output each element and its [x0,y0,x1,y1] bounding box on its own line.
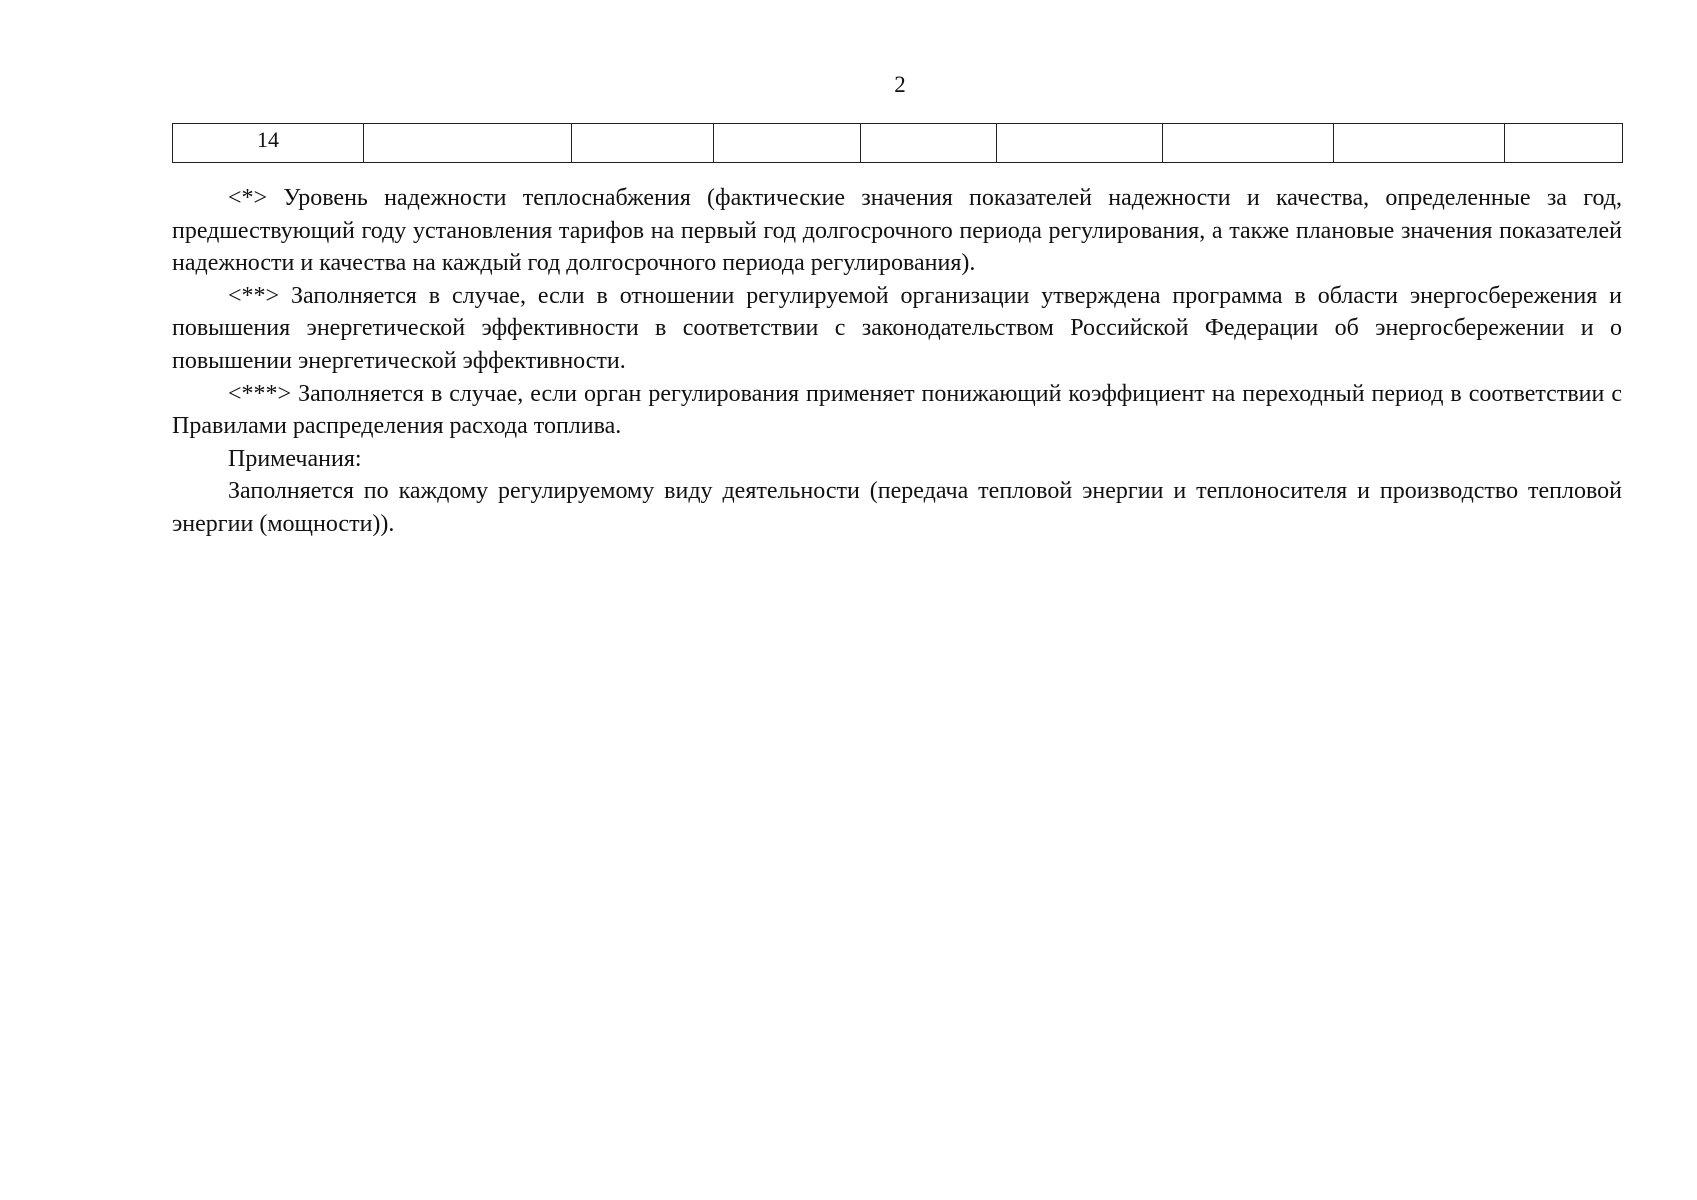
note-fill-instruction: Заполняется по каждому регулируемому виду деятельности (передача тепловой энергии и теплоносителя и производство тепловой энергии (мощности)). [172,478,1622,537]
table-cell [1334,124,1505,163]
table-cell [714,124,861,163]
table-cell [997,124,1163,163]
footnote-reduction-coefficient: <***> Заполняется в случае, если орган регулирования применяет понижающий коэффициент на переходный период в соответствии с Правилами распределения расхода топлива. [172,380,1622,440]
footnote-energy-saving: <**> Заполняется в случае, если в отношении регулируемой организации утверждена программа в области энергосбережения и повышения энергетической эффективности в соответствии с законодательством Российской Федерации об энергосбережении и о повышении энергетической эффективности. [172,282,1622,374]
footnote-reliability: <*> Уровень надежности теплоснабжения (фактические значения показателей надежности и качества, определенные за год, предшествующий году установления тарифов на первый год долгосрочного периода регулирования, а также плановые значения показателей надежности и качества на каждый год долгосрочного периода регулирования). [172,185,1622,277]
row-number: 14 [257,127,279,152]
table-cell [364,124,572,163]
data-table [172,123,1623,163]
table-cell [1505,124,1623,163]
table-row [173,124,1623,163]
notes-heading: Примечания: [228,445,362,472]
table-cell [861,124,997,163]
data-table-container [172,123,1622,163]
table-cell [173,124,364,163]
table-cell [572,124,714,163]
table-cell [1163,124,1334,163]
page-number: 2 [894,72,906,97]
footnotes-section [172,182,1622,541]
